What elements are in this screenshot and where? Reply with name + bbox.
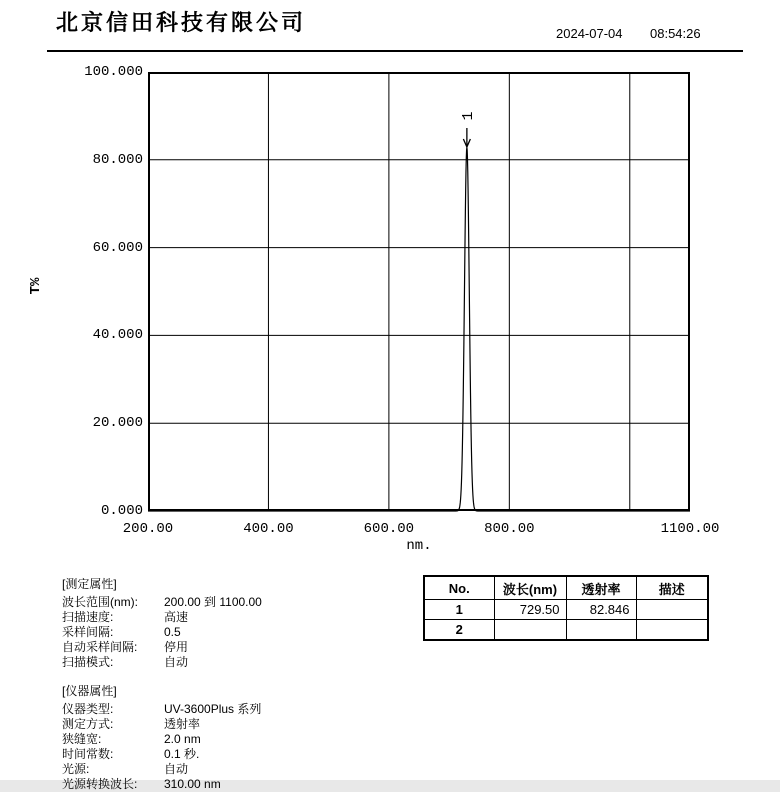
peak-table-row	[424, 620, 708, 641]
company-title: 北京信田科技有限公司	[56, 10, 307, 35]
peak-table-header-cell: 透射率	[566, 576, 636, 600]
x-tick-label: 600.00	[363, 521, 415, 537]
property-label: 扫描模式:	[62, 655, 114, 669]
property-label: 仪器类型:	[62, 702, 114, 716]
peak-number-label: 1	[459, 111, 477, 121]
y-tick-label: 100.000	[84, 64, 143, 80]
header-rule-line	[47, 50, 743, 52]
property-label: 时间常数:	[62, 747, 114, 761]
property-value: 自动	[164, 762, 189, 776]
property-value: 高速	[164, 610, 189, 624]
instrument-properties-block	[62, 684, 261, 792]
x-axis-title: nm.	[406, 538, 432, 554]
property-value: 310.00 nm	[164, 777, 221, 791]
property-row	[62, 655, 262, 670]
x-tick-label: 800.00	[484, 521, 535, 537]
property-row	[62, 747, 261, 762]
y-tick-label: 60.000	[92, 239, 143, 256]
property-value: 0.1 秒.	[164, 747, 200, 761]
x-tick-label: 400.00	[243, 521, 294, 537]
peak-table-row	[424, 600, 708, 620]
peak-table-cell	[494, 620, 566, 641]
peak-table-cell: 1	[424, 600, 494, 620]
property-value: 2.0 nm	[164, 732, 201, 746]
peak-table-header-cell: 描述	[636, 576, 708, 600]
peak-table-cell: 729.50	[494, 600, 566, 620]
x-tick-label: 200.00	[122, 521, 174, 537]
peak-table-header-cell: 波长(nm)	[494, 576, 566, 600]
property-row	[62, 625, 262, 640]
property-value: 自动	[164, 655, 189, 669]
peak-table-cell: 82.846	[566, 600, 636, 620]
y-tick-label: 0.000	[100, 503, 143, 519]
property-value: 0.5	[164, 625, 181, 639]
peak-table-header-row	[424, 576, 708, 600]
spectrum-plot	[148, 72, 690, 511]
property-label: 狭缝宽:	[62, 732, 102, 746]
property-row	[62, 762, 261, 777]
property-value: 200.00 到 1100.00	[164, 595, 262, 609]
property-row	[62, 702, 261, 717]
spectrum-curve	[148, 147, 690, 511]
property-label: 测定方式:	[62, 717, 114, 731]
header-time: 08:54:26	[650, 26, 701, 41]
x-tick-label: 1100.00	[660, 521, 720, 537]
y-axis-title: T%	[28, 277, 44, 295]
y-tick-label: 80.000	[92, 151, 143, 168]
property-label: 波长范围(nm):	[62, 595, 138, 609]
property-value: 透射率	[164, 717, 201, 731]
peak-table-cell	[636, 600, 708, 620]
property-value: 停用	[164, 640, 189, 654]
peak-table-cell	[636, 620, 708, 641]
header-date: 2024-07-04	[556, 26, 623, 41]
peak-table-cell	[566, 620, 636, 641]
property-row	[62, 732, 261, 747]
section-title: [仪器属性]	[62, 684, 117, 698]
plot-border	[149, 73, 689, 510]
property-row	[62, 777, 261, 792]
property-label: 扫描速度:	[62, 610, 114, 624]
section-title: [测定属性]	[62, 577, 117, 591]
y-tick-label: 40.000	[92, 327, 143, 344]
property-label: 自动采样间隔:	[62, 640, 138, 654]
property-row	[62, 717, 261, 732]
property-value: UV-3600Plus 系列	[164, 702, 262, 716]
peak-table	[423, 575, 709, 641]
property-row	[62, 640, 262, 655]
property-label: 采样间隔:	[62, 625, 114, 639]
peak-table-cell: 2	[424, 620, 494, 641]
property-row	[62, 610, 262, 625]
y-tick-label: 20.000	[92, 415, 143, 432]
property-label: 光源:	[62, 762, 90, 776]
property-row	[62, 595, 262, 610]
property-label: 光源转换波长:	[62, 777, 138, 791]
measurement-properties-block	[62, 577, 262, 670]
peak-table-header-cell: No.	[424, 576, 494, 600]
